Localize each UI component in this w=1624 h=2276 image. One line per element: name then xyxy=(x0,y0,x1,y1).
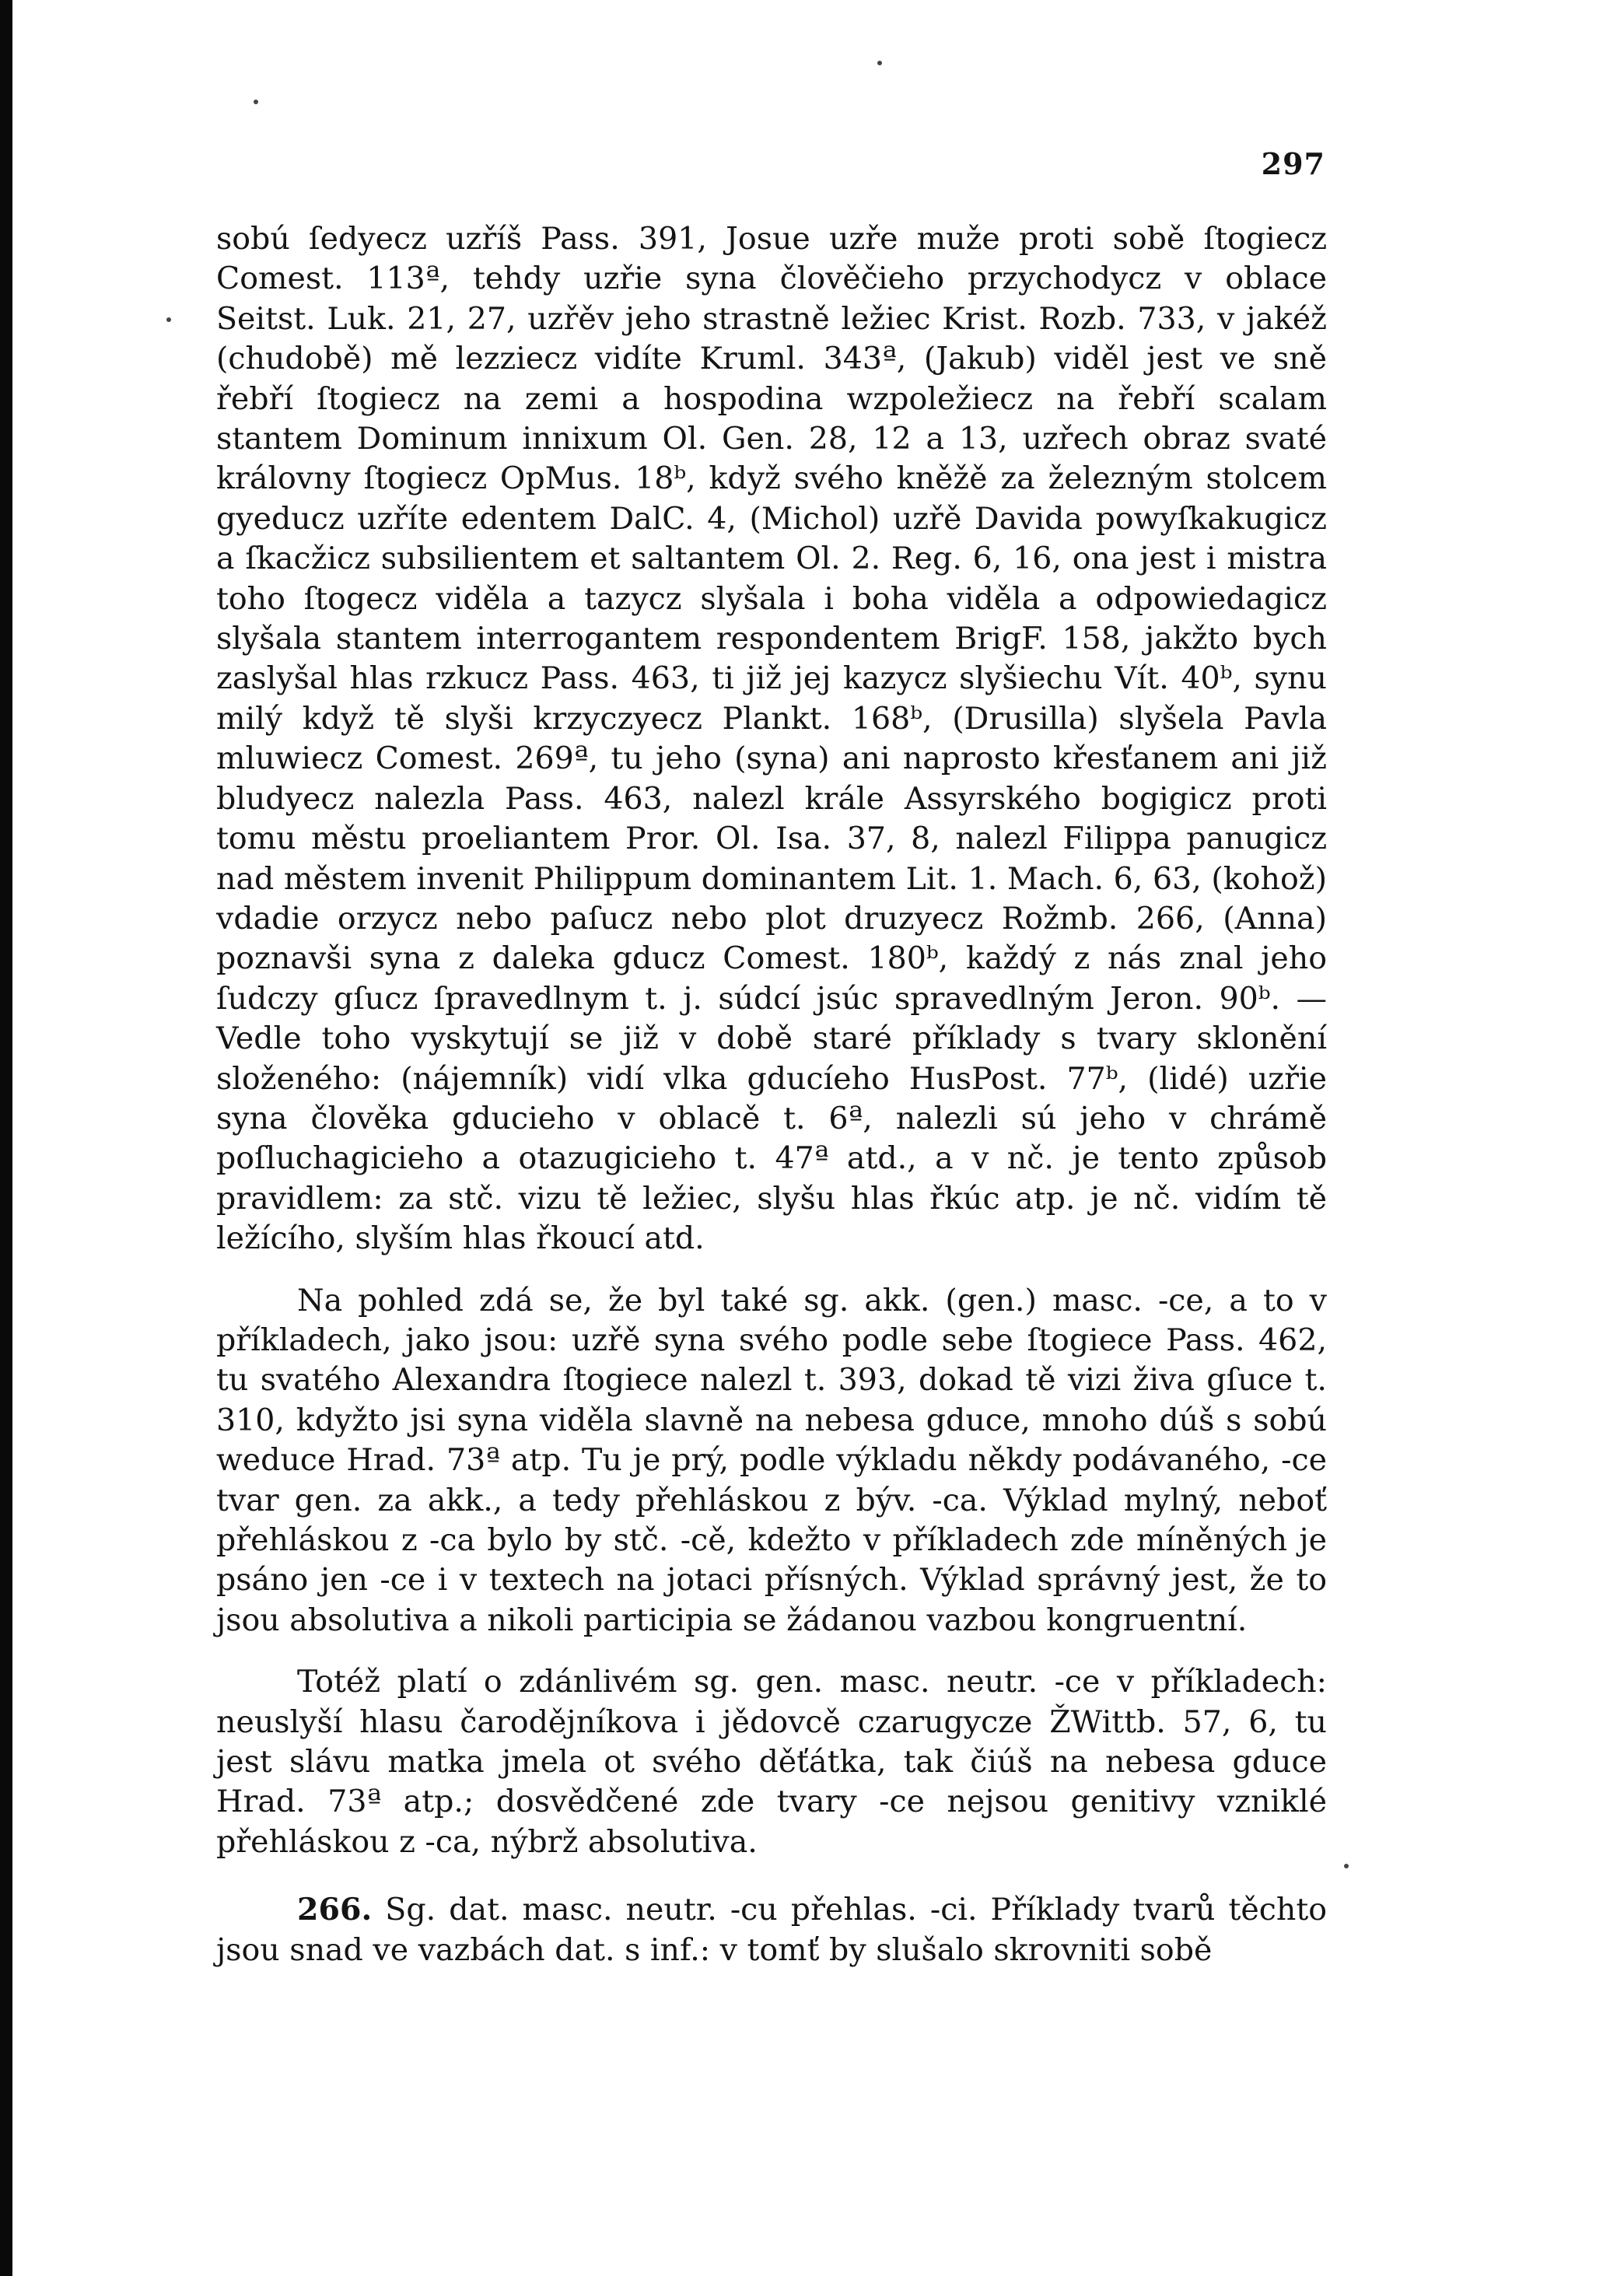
paragraph-4-section xyxy=(216,1890,1327,1970)
binding-edge xyxy=(0,0,12,2276)
print-speck xyxy=(254,100,258,104)
paragraph-3: Totéž platí o zdánlivém sg. gen. masc. neutr. -ce v příkladech: neuslyší hlasu čarodějníkova i jědovcě czarugycze ŽWittb. 57, 6, tu jest slávu matka jmela ot svého děťátka, tak čiúš na nebesa gduce Hrad. 73ª atp.; dosvědčené zde tvary -ce nejsou genitivy vzniklé přehláskou z -ca, nýbrž absolutiva. xyxy=(216,1664,1327,1860)
print-speck xyxy=(166,317,171,322)
paragraph-2: Na pohled zdá se, že byl také sg. akk. (gen.) masc. -ce, a to v příkladech, jako jsou: uzřě syna svého podle sebe ſtogiece Pass. 462, tu svatého Alexandra ſtogiece nalezl t. 393, dokad tě vizi živa gſuce t. 310, kdyžto jsi syna viděla slavně na nebesa gduce, mnoho dúš s sobú weduce Hrad. 73ª atp. Tu je prý, podle výkladu někdy podávaného, -ce tvar gen. za akk., a tedy přehláskou z býv. -ca. Výklad mylný, neboť přehláskou z -ca bylo by stč. -cě, kdežto v příkladech zde míněných je psáno jen -ce i v textech na jotaci přísných. Výklad správný jest, že to jsou absolutiva a nikoli participia se žádanou vazbou kongruentní. xyxy=(216,1282,1327,1638)
print-speck xyxy=(877,61,882,65)
paragraph-1: sobú ſedyecz uzříš Pass. 391, Josue uzře muže proti sobě ſtogiecz Comest. 113ª, tehdy uzřie syna člověčieho przychodycz v oblace Seitst. Luk. 21, 27, uzřěv jeho strastně ležiec Krist. Rozb. 733, v jakéž (chudobě) mě lezziecz vidíte Kruml. 343ª, (Jakub) viděl jest ve sně řebří ſtogiecz na zemi a hospodina wzpoležiecz na řebří scalam stantem Dominum innixum Ol. Gen. 28, 12 a 13, uzřech obraz svaté královny ſtogiecz OpMus. 18ᵇ, když svého kněžě za železným stolcem gyeducz uzříte edentem DalC. 4, (Michol) uzřě Davida powyſkakugicz a ſkacžicz subsilientem et saltantem Ol. 2. Reg. 6, 16, ona jest i mistra toho ſtogecz viděla a tazycz slyšala i boha viděla a odpowiedagicz slyšala stantem interrogantem respondentem BrigF. 158, jakžto bych zaslyšal hlas rzkucz Pass. 463, ti již jej kazycz slyšiechu Vít. 40ᵇ, synu milý když tě slyši krzyczyecz Plankt. 168ᵇ, (Drusilla) slyšela Pavla mluwiecz Comest. 269ª, tu jeho (syna) ani naprosto křesťanem ani již bludyecz nalezla Pass. 463, nalezl krále Assyrského bogigicz proti tomu městu proeliantem Pror. Ol. Isa. 37, 8, nalezl Filippa panugicz nad městem invenit Philippum dominantem Lit. 1. Mach. 6, 63, (kohož) vdadie orzycz nebo paſucz nebo plot druzyecz Rožmb. 266, (Anna) poznavši syna z daleka gducz Comest. 180ᵇ, každý z nás znal jeho ſudczy gſucz ſpravedlnym t. j. súdcí jsúc spravedlným Jeron. 90ᵇ. — Vedle toho vyskytují se již v době staré příklady s tvary sklonění složeného: (nájemník) vidí vlka gducíeho HusPost. 77ᵇ, (lidé) uzřie syna člověka gducieho v oblacě t. 6ª, nalezli sú jeho v chrámě poſluchagicieho a otazugicieho t. 47ª atd., a v nč. je tento způsob pravidlem: za stč. vizu tě ležiec, slyšu hlas řkúc atp. je nč. vidím tě ležícího, slyším hlas řkoucí atd. xyxy=(216,221,1327,1257)
text-body xyxy=(216,219,1327,1970)
page-number: 297 xyxy=(1261,146,1325,181)
print-speck xyxy=(1344,1864,1349,1868)
section-text: Sg. dat. masc. neutr. -cu přehlas. -ci. Příklady tvarů těchto jsou snad ve vazbách dat. s inf.: v tomť by slušalo skrovniti sobě xyxy=(216,1892,1327,1968)
section-number: 266. xyxy=(297,1892,373,1928)
